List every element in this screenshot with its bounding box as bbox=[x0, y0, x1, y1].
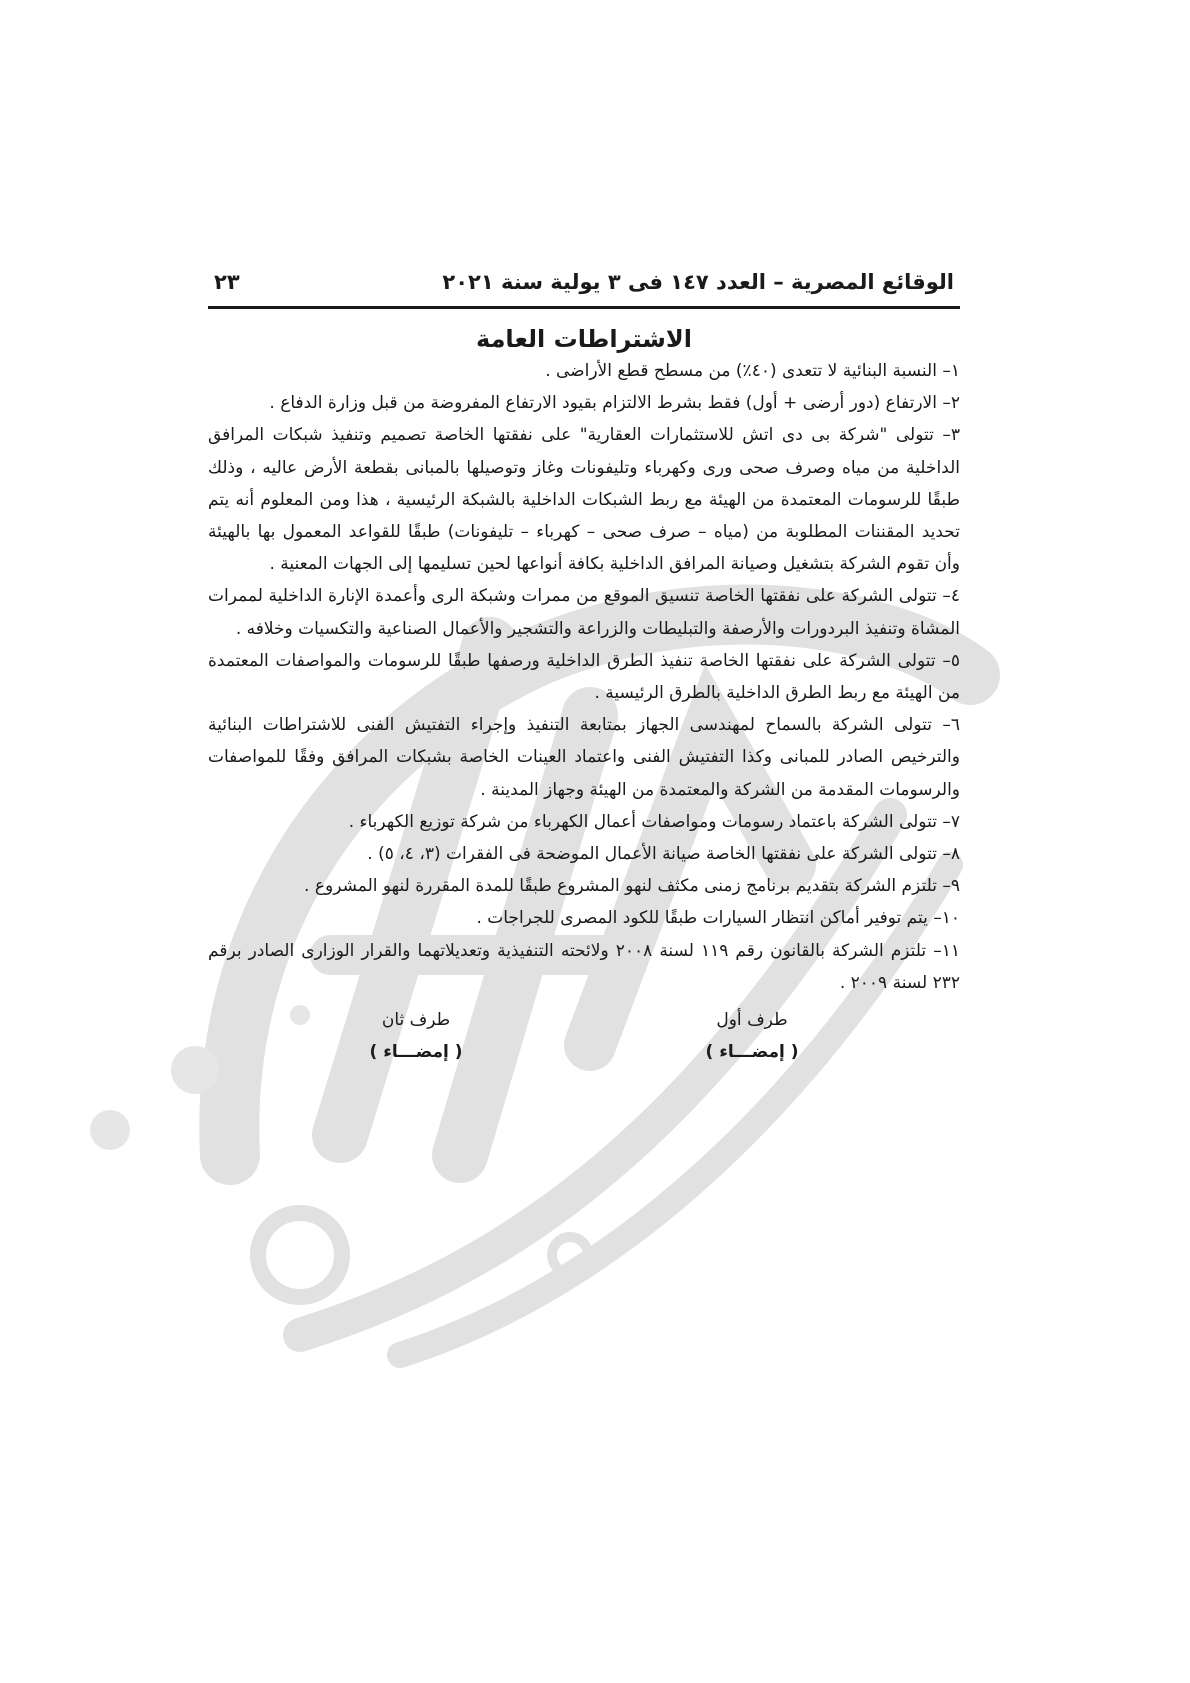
clause-3: ٣– تتولى "شركة بى دى اتش للاستثمارات العقارية" على نفقتها الخاصة تصميم وتنفيذ شبكات المرافق الداخلية من مياه وصرف صحى ورى وكهرباء وتليفونات وغاز وتوصيلها بالمبانى بقطعة الأرض عاليه ، وذلك طبقًا للرسومات المعتمدة من الهيئة مع ربط الشبكات الداخلية بالشبكة الرئيسية ، هذا ومن المعلوم أنه يتم تحديد المقننات المطلوبة من (مياه – صرف صحى – كهرباء – تليفونات) طبقًا للقواعد المعمول بها بالهيئة وأن تقوم الشركة بتشغيل وصيانة المرافق الداخلية بكافة أنواعها لحين تسليمها إلى الجهات المعنية . bbox=[208, 425, 960, 575]
second-party bbox=[370, 1005, 463, 1069]
signatures-block bbox=[208, 1005, 960, 1069]
header-title: الوقائع المصرية – العدد ١٤٧ فى ٣ يولية سنة ٢٠٢١ bbox=[442, 270, 954, 294]
clause-4: ٤– تتولى الشركة على نفقتها الخاصة تنسيق الموقع من ممرات وشبكة الرى وأعمدة الإنارة الداخلية لممرات المشاة وتنفيذ البردورات والأرصفة والتبليطات والزراعة والتشجير والأعمال الصناعية والتكسيات وخلافه . bbox=[208, 586, 960, 639]
first-party-label: طرف أول bbox=[716, 1010, 788, 1031]
clauses-list bbox=[208, 355, 960, 999]
gazette-header bbox=[208, 270, 960, 309]
first-party bbox=[706, 1005, 799, 1069]
clause-9: ٩– تلتزم الشركة بتقديم برنامج زمنى مكثف لنهو المشروع طبقًا للمدة المقررة لنهو المشروع . bbox=[304, 876, 960, 897]
clause-2: ٢– الارتفاع (دور أرضى + أول) فقط بشرط الالتزام بقيود الارتفاع المفروضة من قبل وزارة الدفاع . bbox=[269, 393, 960, 414]
page-number: ٢٣ bbox=[214, 270, 240, 294]
second-party-signature: ( إمضـــاء ) bbox=[369, 1042, 463, 1063]
clause-7: ٧– تتولى الشركة باعتماد رسومات ومواصفات أعمال الكهرباء من شركة توزيع الكهرباء . bbox=[348, 811, 960, 832]
clause-5: ٥– تتولى الشركة على نفقتها الخاصة تنفيذ الطرق الداخلية ورصفها طبقًا للرسومات والمواصفات المعتمدة من الهيئة مع ربط الطرق الداخلية بالطرق الرئيسية . bbox=[208, 650, 960, 704]
document-page bbox=[208, 270, 960, 1069]
second-party-label: طرف ثان bbox=[381, 1010, 451, 1031]
clause-1: ١– النسبة البنائية لا تتعدى (٤٠٪) من مسطح قطع الأراضى . bbox=[545, 361, 960, 381]
clause-8: ٨– تتولى الشركة على نفقتها الخاصة صيانة الأعمال الموضحة فى الفقرات (٣، ٤، ٥) . bbox=[367, 844, 960, 865]
clause-10: ١٠– يتم توفير أماكن انتظار السيارات طبقًا للكود المصرى للجراجات . bbox=[476, 908, 960, 929]
first-party-signature: ( إمضـــاء ) bbox=[705, 1042, 799, 1063]
clause-6: ٦– تتولى الشركة بالسماح لمهندسى الجهاز بمتابعة التنفيذ وإجراء التفتيش الفنى للاشتراطات البنائية والترخيص الصادر للمبانى وكذا التفتيش الفنى واعتماد العينات الخاصة بشبكات المرافق وفقًا للمواصفات والرسومات المقدمة من الشركة والمعتمدة من الهيئة وجهاز المدينة . bbox=[208, 715, 960, 800]
section-title: الاشتراطات العامة bbox=[476, 325, 692, 353]
clause-11: ١١– تلتزم الشركة بالقانون رقم ١١٩ لسنة ٢٠٠٨ ولائحته التنفيذية وتعديلاتهما والقرار الوزارى الصادر برقم ٢٣٢ لسنة ٢٠٠٩ . bbox=[208, 940, 960, 993]
